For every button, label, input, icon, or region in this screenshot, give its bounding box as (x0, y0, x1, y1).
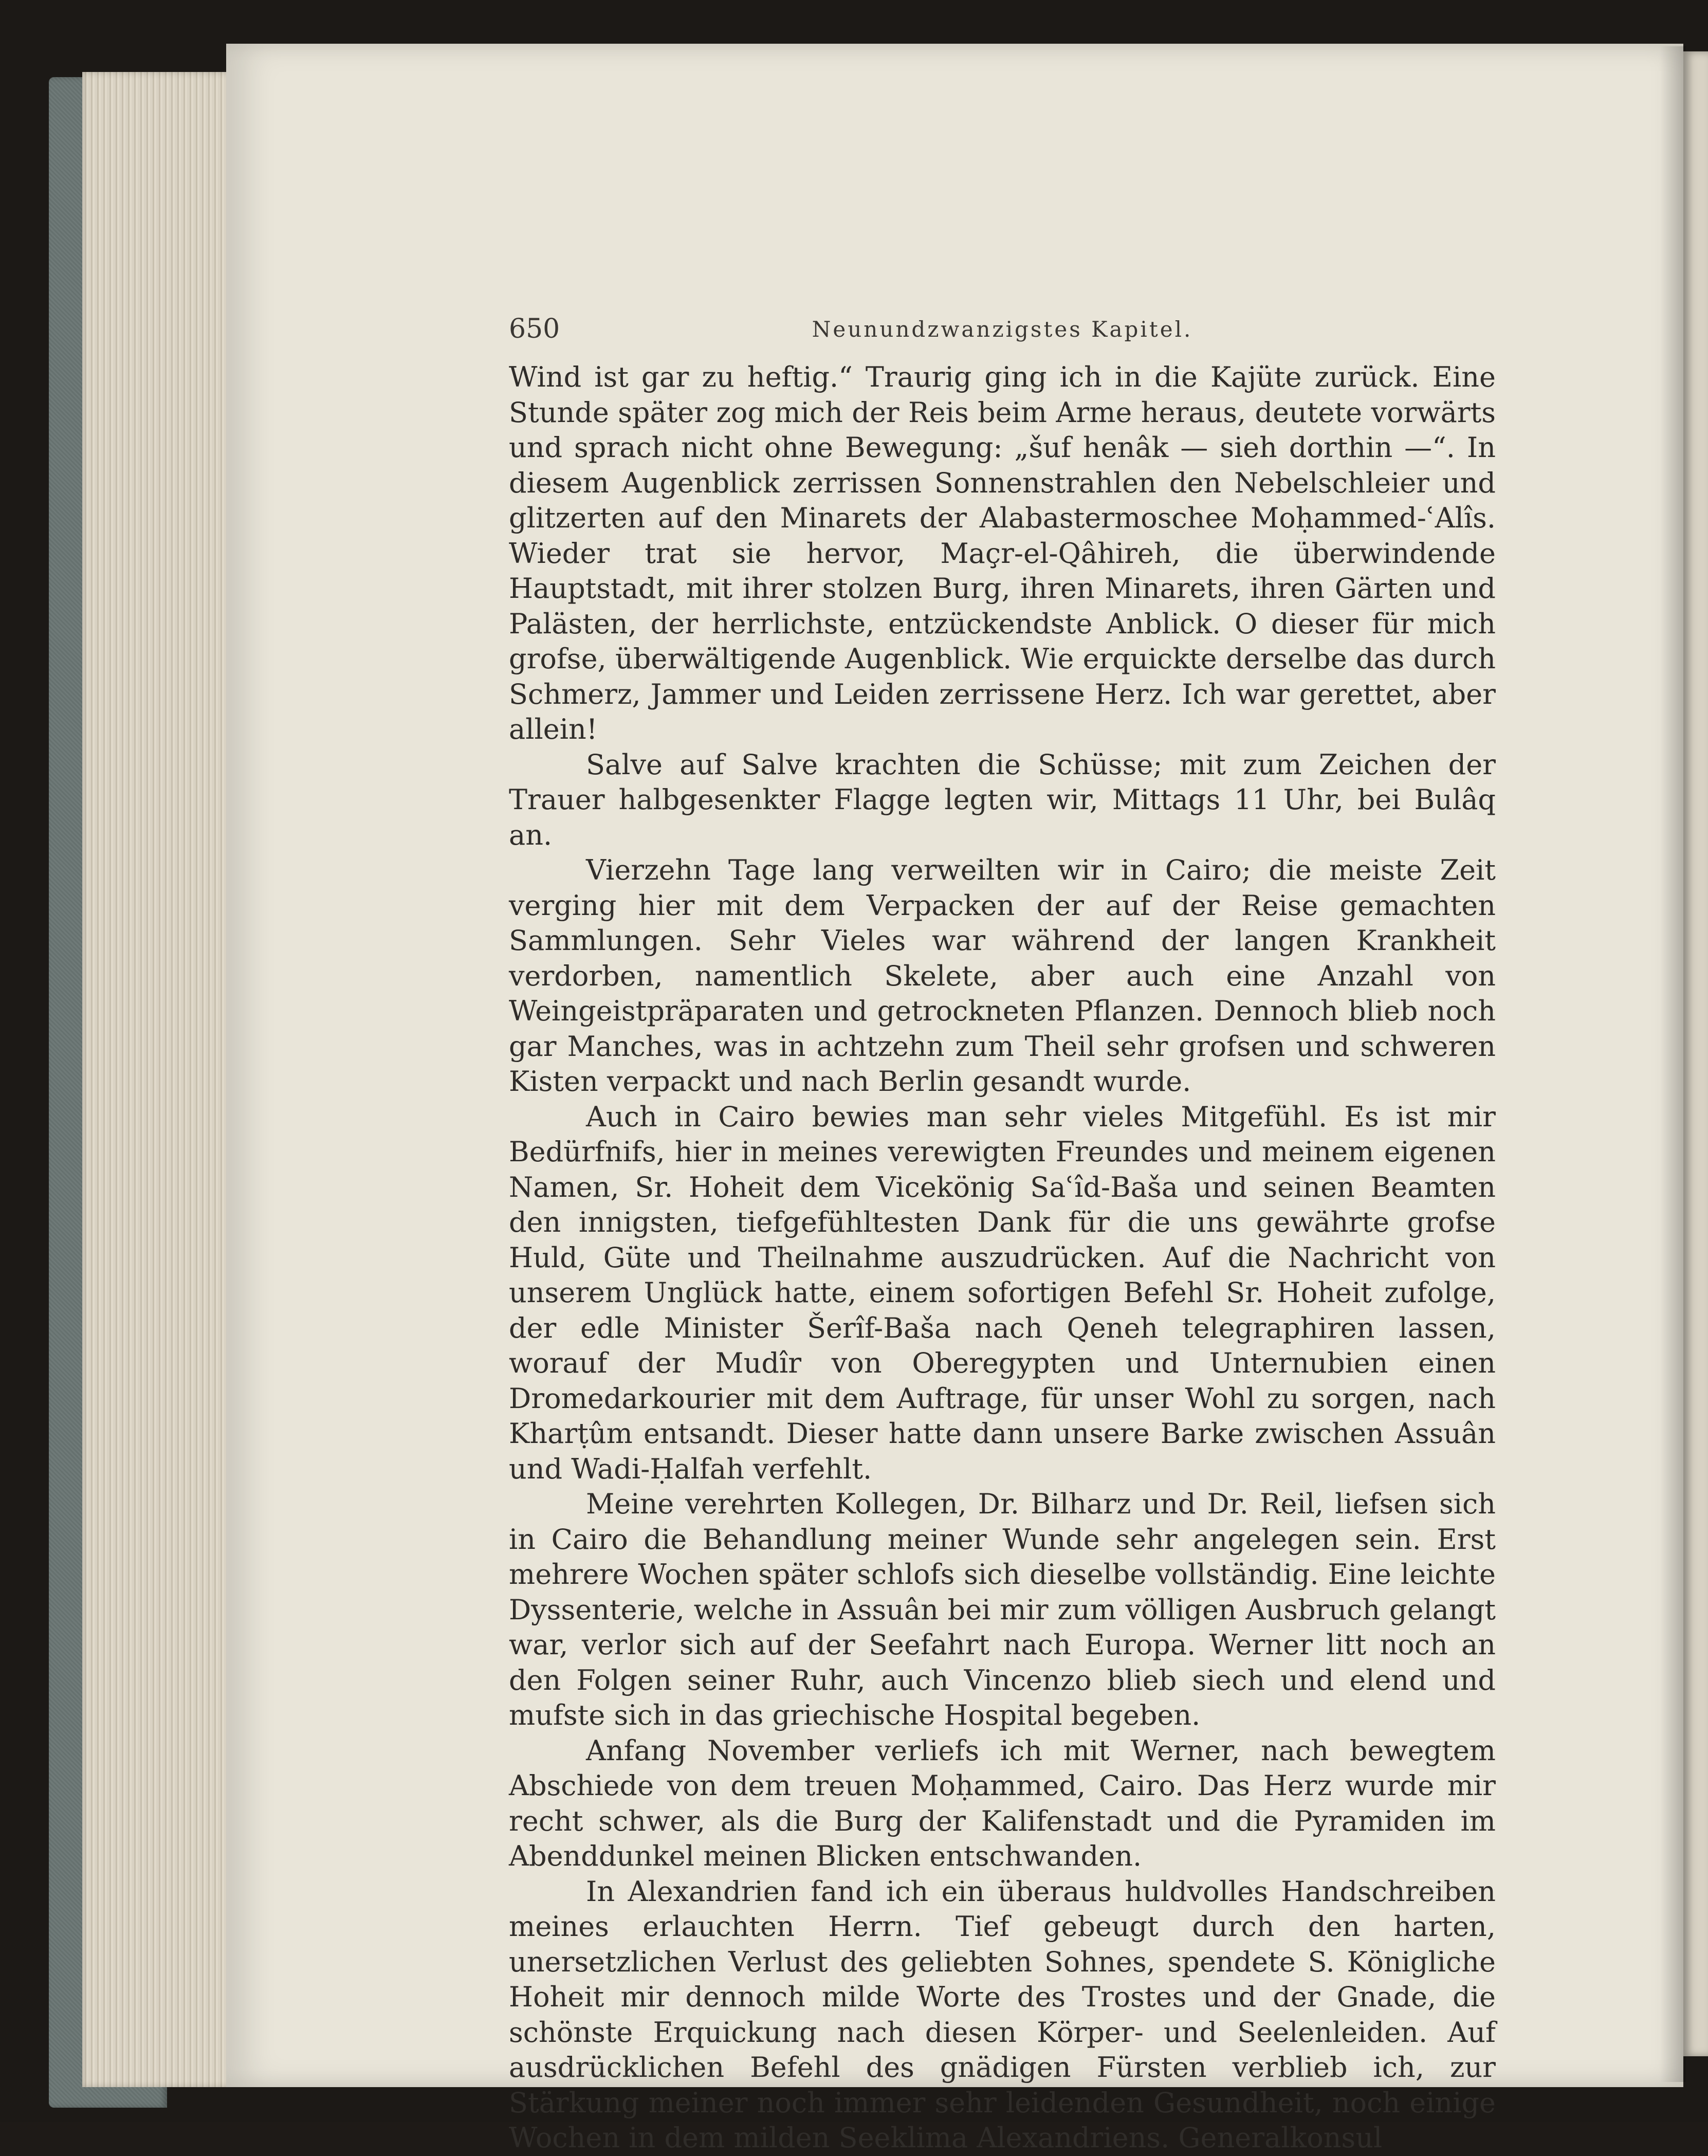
paragraph: Anfang November verliefs ich mit Werner, nach bewegtem Abschiede von dem treuen Moḥammed, Cairo. Das Herz wurde mir recht schwer, als die Burg der Kalifenstadt und die Pyramiden im Abenddunkel meinen Blicken entschwanden. (509, 1734, 1496, 1872)
chapter-title: Neunundzwanzigstes Kapitel. (812, 317, 1193, 342)
body-text (509, 360, 1496, 2156)
paragraph: Vierzehn Tage lang verweilten wir in Cairo; die meiste Zeit verging hier mit dem Verpacken der auf der Reise gemachten Sammlungen. Sehr Vieles war während der langen Krankheit verdorben, namentlich Skelete, aber auch eine Anzahl von Weingeistpräparaten und getrockneten Pflanzen. Dennoch blieb noch gar Manches, was in achtzehn zum Theil sehr grofsen und schweren Kisten verpackt und nach Berlin gesandt wurde. (509, 854, 1496, 1098)
gutter-shadow (1660, 46, 1686, 2082)
paragraph: Salve auf Salve krachten die Schüsse; mit zum Zeichen der Trauer halbgesenkter Flagge legten wir, Mittags 11 Uhr, bei Bulâq an. (509, 748, 1496, 851)
paragraph: Auch in Cairo bewies man sehr vieles Mitgefühl. Es ist mir Bedürfnifs, hier in meines verewigten Freundes und meinem eigenen Namen, Sr. Hoheit dem Vicekönig Saʿîd-Baša und seinen Beamten den innigsten, tiefgefühltesten Dank für die uns gewährte grofse Huld, Güte und Theilnahme auszudrücken. Auf die Nachricht von unserem Unglück hatte, einem sofortigen Befehl Sr. Hoheit zufolge, der edle Minister Šerîf-Baša nach Qeneh telegraphiren lassen, worauf der Mudîr von Oberegypten und Unternubien einen Dromedarkourier mit dem Auftrage, für unser Wohl zu sorgen, nach Kharṭûm entsandt. Dieser hatte dann unsere Barke zwischen Assuân und Wadi-Ḥalfah verfehlt. (509, 1100, 1496, 1485)
facing-page-edge (1683, 51, 1708, 2056)
page-number: 650 (509, 314, 560, 344)
paragraph: Wind ist gar zu heftig.“ Traurig ging ich in die Kajüte zurück. Eine Stunde später zog mich der Reis beim Arme heraus, deutete vorwärts und sprach nicht ohne Bewegung: „šuf henâk — sieh dorthin —“. In diesem Augenblick zerrissen Sonnenstrahlen den Nebelschleier und glitzerten auf den Minarets der Alabastermoschee Moḥammed-ʿAlîs. Wieder trat sie hervor, Maçr-el-Qâhireh, die überwindende Hauptstadt, mit ihrer stolzen Burg, ihren Minarets, ihren Gärten und Palästen, der herrlichste, entzückendste Anblick. O dieser für mich grofse, überwältigende Augenblick. Wie erquickte derselbe das durch Schmerz, Jammer und Leiden zerrissene Herz. Ich war gerettet, aber allein! (509, 361, 1496, 745)
paragraph: In Alexandrien fand ich ein überaus huldvolles Handschreiben meines erlauchten Herrn. Tief gebeugt durch den harten, unersetzlichen Verlust des geliebten Sohnes, spendete S. Königliche Hoheit mir dennoch milde Worte des Trostes und der Gnade, die schönste Erquickung nach diesen Körper- und Seelenleiden. Auf ausdrücklichen Befehl des gnädigen Fürsten verblieb ich, zur Stärkung meiner noch immer sehr leidenden Gesundheit, noch einige Wochen in dem milden Seeklima Alexandriens. Generalkonsul (509, 1875, 1496, 2154)
running-head (509, 314, 1496, 355)
page-block-edges (82, 72, 247, 2087)
paragraph: Meine verehrten Kollegen, Dr. Bilharz und Dr. Reil, liefsen sich in Cairo die Behandlung meiner Wunde sehr angelegen sein. Erst mehrere Wochen später schlofs sich dieselbe vollständig. Eine leichte Dyssenterie, welche in Assuân bei mir zum völligen Ausbruch gelangt war, verlor sich auf der Seefahrt nach Europa. Werner litt noch an den Folgen seiner Ruhr, auch Vincenzo blieb siech und elend und mufste sich in das griechische Hospital begeben. (509, 1488, 1496, 1731)
